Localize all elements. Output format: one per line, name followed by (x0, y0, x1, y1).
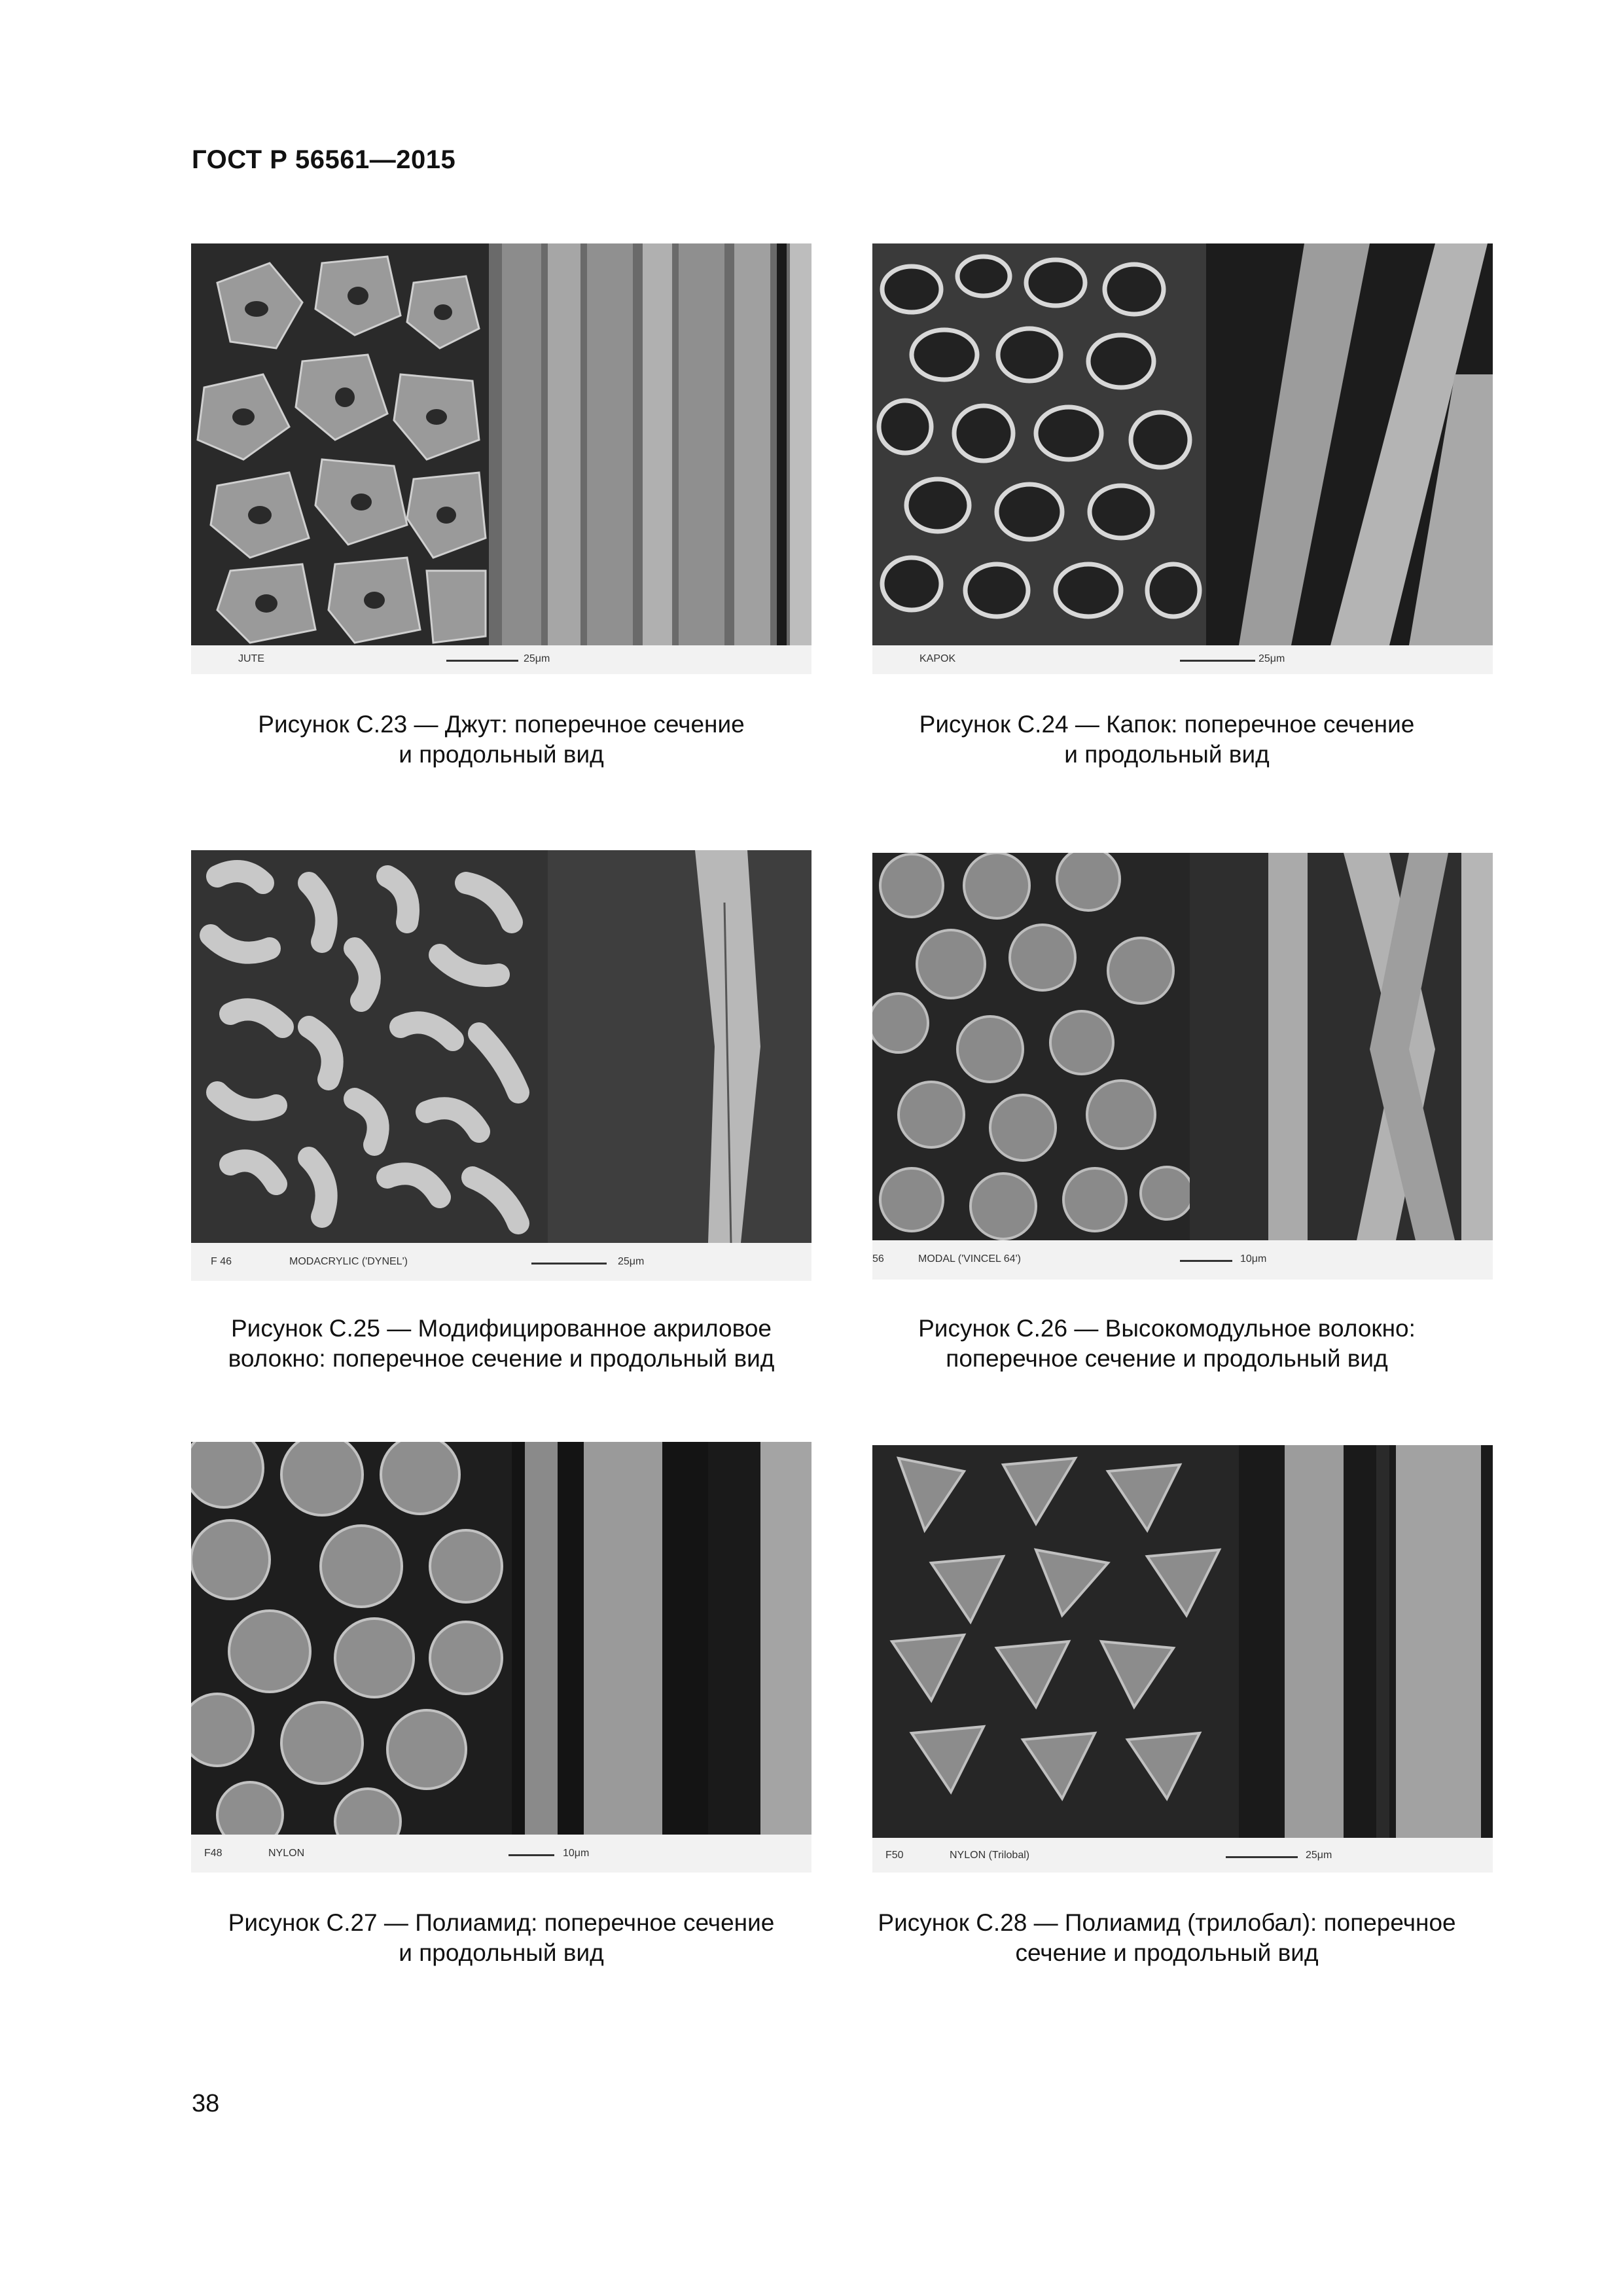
nylon-trilobal-micrograph (872, 1445, 1493, 1873)
figure-jute (191, 243, 812, 674)
strip-label: MODAL ('VINCEL 64') (918, 1253, 1021, 1265)
scale-label: 25μm (524, 653, 550, 664)
strip-label: NYLON (268, 1848, 305, 1859)
strip-prefix: F 46 (211, 1256, 232, 1267)
figure-kapok (872, 243, 1493, 674)
strip-label: JUTE (238, 653, 264, 664)
scale-bar (1180, 660, 1255, 662)
strip-label: NYLON (Trilobal) (950, 1850, 1030, 1861)
strip-prefix: 56 (872, 1253, 884, 1265)
modal-micrograph (872, 853, 1493, 1280)
figure-caption: Рисунок С.27 — Полиамид: поперечное сечение и продольный вид (228, 1909, 775, 1966)
scale-label: 25μm (1306, 1850, 1332, 1861)
strip-prefix: F50 (885, 1850, 904, 1861)
figure-caption: Рисунок С.24 — Капок: поперечное сечение и продольный вид (919, 711, 1415, 768)
scale-label: 25μm (1258, 653, 1285, 664)
scale-bar (531, 1263, 607, 1265)
scale-bar (1180, 1260, 1232, 1262)
scale-label: 25μm (618, 1256, 645, 1267)
nylon-micrograph (191, 1442, 812, 1873)
figure-caption: Рисунок С.25 — Модифицированное акриловое волокно: поперечное сечение и продольный вид (228, 1315, 775, 1372)
document-code: ГОСТ Р 56561—2015 (192, 145, 456, 174)
strip-prefix: F48 (204, 1848, 223, 1859)
scale-bar (446, 660, 518, 662)
jute-micrograph (191, 243, 812, 674)
strip-label: MODACRYLIC ('DYNEL') (289, 1256, 408, 1267)
figure-modal (872, 853, 1493, 1283)
modacrylic-micrograph (191, 850, 812, 1281)
figure-caption: Рисунок С.28 — Полиамид (трилобал): поперечное сечение и продольный вид (878, 1909, 1456, 1966)
figure-nylon-trilobal (872, 1445, 1493, 1876)
figure-modacrylic (191, 850, 812, 1281)
figure-caption: Рисунок С.26 — Высокомодульное волокно: поперечное сечение и продольный вид (918, 1315, 1416, 1372)
figure-caption: Рисунок С.23 — Джут: поперечное сечение и продольный вид (258, 711, 745, 768)
kapok-micrograph (872, 243, 1493, 674)
strip-label: KAPOK (919, 653, 956, 664)
scale-bar (1226, 1856, 1298, 1858)
scale-bar (508, 1854, 554, 1856)
page-number: 38 (192, 2090, 220, 2117)
figure-nylon (191, 1442, 812, 1873)
scale-label: 10μm (1240, 1253, 1267, 1265)
scale-label: 10μm (563, 1848, 590, 1859)
